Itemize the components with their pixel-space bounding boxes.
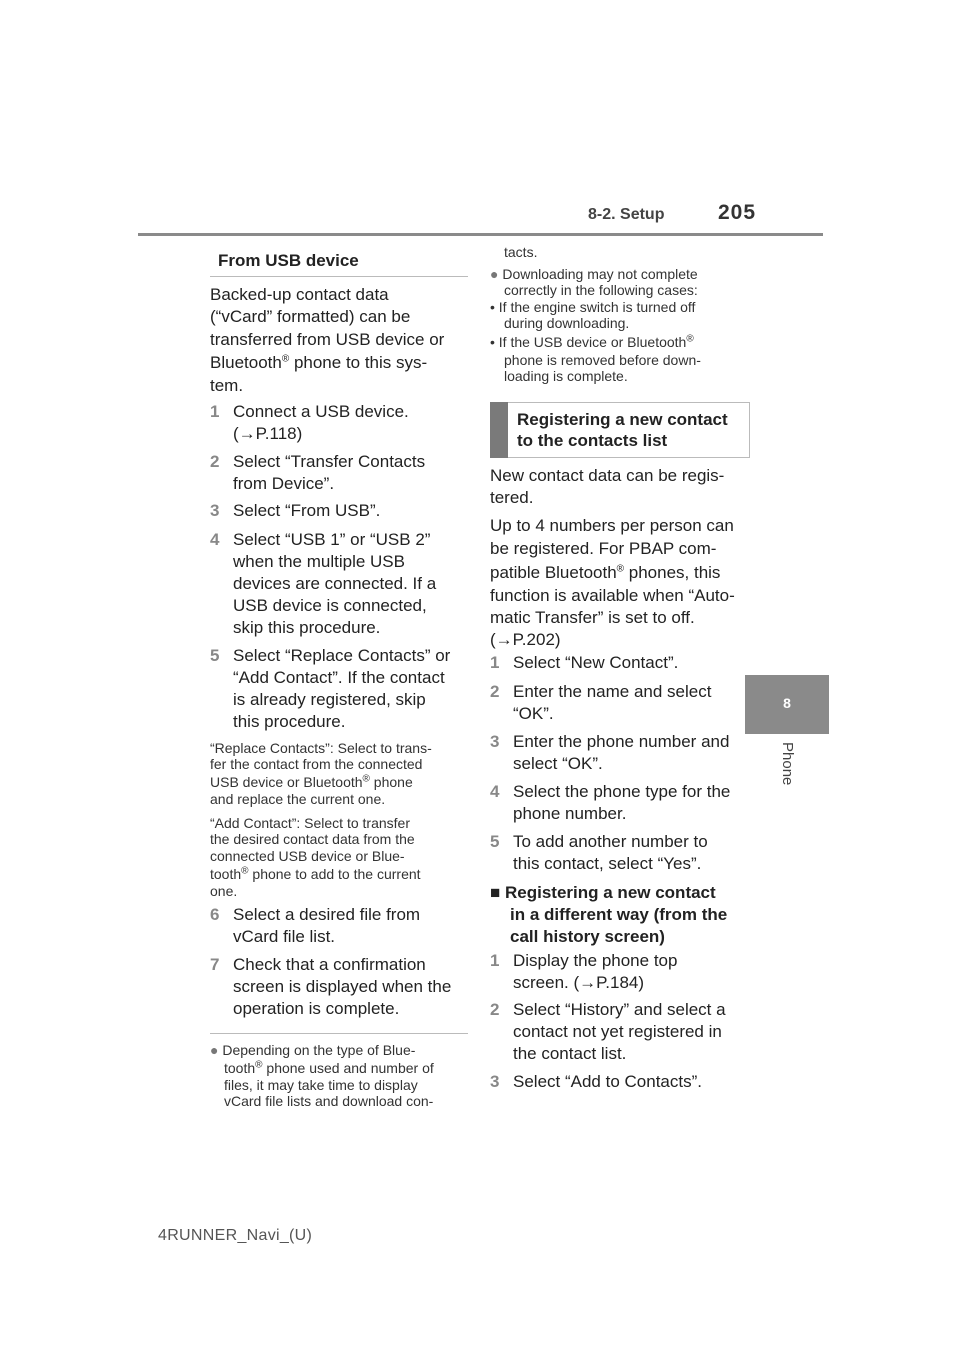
step-text-line: Connect a USB device.: [233, 402, 409, 421]
step-text-line: “Add Contact”. If the contact: [233, 668, 445, 687]
chapter-label: Phone: [779, 742, 796, 786]
footer-model: 4RUNNER_Navi_(U): [158, 1227, 313, 1244]
page-number: 205: [718, 201, 757, 224]
p2-line-6: (→P.202): [490, 630, 561, 649]
step-text-line: the contact list.: [513, 1044, 627, 1063]
step-text-line: Select a desired file from: [233, 905, 421, 924]
step-4: [210, 529, 472, 639]
note-sub-2c: loading is complete.: [504, 368, 628, 384]
note-replace-1: “Replace Contacts”: Select to trans-: [210, 740, 432, 756]
step-number: 3: [490, 732, 500, 751]
step-text-line: screen. (→P.184): [513, 973, 645, 992]
step-number: 4: [210, 530, 220, 549]
step-text-line: contact not yet registered in: [513, 1022, 722, 1041]
step-text-line: Select “USB 1” or “USB 2”: [233, 530, 431, 549]
step-text-line: Select “History” and select a: [513, 1000, 726, 1019]
sub-heading-3: call history screen): [510, 927, 665, 946]
step-number: 3: [490, 1072, 500, 1091]
intro-line-3: transferred from USB device or: [210, 330, 445, 349]
p2-line-2: be registered. For PBAP com-: [490, 539, 717, 558]
intro-line-2: (“vCard” formatted) can be: [210, 307, 411, 326]
step-number: 1: [490, 653, 500, 672]
step-text-line: Select “New Contact”.: [513, 653, 679, 672]
step-3: [210, 500, 472, 522]
step-6: [210, 904, 472, 948]
step-text-line: devices are connected. If a: [233, 574, 437, 593]
step-text-line: select “OK”.: [513, 754, 603, 773]
step-text-line: To add another number to: [513, 832, 708, 851]
step-4: [490, 781, 752, 825]
heading-from-usb: From USB device: [210, 242, 468, 277]
note-sub-2b: phone is removed before down-: [504, 352, 701, 368]
step-number: 1: [490, 951, 500, 970]
step-5: [210, 645, 472, 733]
intro-line-5: tem.: [210, 376, 244, 395]
step-1: [490, 652, 752, 674]
p2-line-5: matic Transfer” is set to off.: [490, 608, 695, 627]
intro-line-4: Bluetooth® phone to this sys-: [210, 353, 428, 372]
step-text-line: Select “From USB”.: [233, 501, 381, 520]
header-rule: [138, 233, 823, 236]
p1-line-1: New contact data can be regis-: [490, 466, 725, 485]
note-add-3: connected USB device or Blue-: [210, 848, 405, 864]
step-2: [490, 999, 752, 1065]
step-text-line: is already registered, skip: [233, 690, 426, 709]
step-text-line: Check that a confirmation: [233, 955, 426, 974]
note-download-2: correctly in the following cases:: [504, 282, 698, 298]
step-text-line: vCard file list.: [233, 927, 336, 946]
step-text-line: skip this procedure.: [233, 618, 381, 637]
step-text-line: Select “Add to Contacts”.: [513, 1072, 702, 1091]
note-bottom-2: tooth® phone used and number of: [224, 1059, 434, 1076]
step-text-line: when the multiple USB: [233, 552, 405, 571]
note-sub-1b: during downloading.: [504, 315, 630, 331]
step-2: [210, 451, 472, 495]
step-text-line: this procedure.: [233, 712, 346, 731]
note-bottom-3: files, it may take time to display: [224, 1077, 418, 1093]
note-sub-2a: • If the USB device or Bluetooth®: [490, 333, 694, 350]
note-replace-2: fer the contact from the connected: [210, 756, 423, 772]
step-text-line: screen is displayed when the: [233, 977, 452, 996]
step-number: 6: [210, 905, 220, 924]
step-number: 5: [210, 646, 220, 665]
note-add-5: one.: [210, 883, 238, 899]
note-continued: tacts.: [504, 244, 538, 260]
step-text-line: operation is complete.: [233, 999, 400, 1018]
note-add-1: “Add Contact”: Select to transfer: [210, 815, 410, 831]
step-text-line: “OK”.: [513, 704, 554, 723]
section-title: 8-2. Setup: [588, 206, 665, 223]
step-7: [210, 954, 472, 1020]
step-2: [490, 681, 752, 725]
step-number: 4: [490, 782, 500, 801]
intro-line-1: Backed-up contact data: [210, 285, 389, 304]
heading-register-contact: Registering a new contact to the contacts list: [490, 402, 750, 458]
step-text-line: Select the phone type for the: [513, 782, 731, 801]
step-number: 2: [490, 682, 500, 701]
note-bottom-4: vCard file lists and download con-: [224, 1093, 434, 1109]
chapter-number: 8: [783, 695, 791, 711]
step-number: 3: [210, 501, 220, 520]
step-number: 7: [210, 955, 220, 974]
note-replace-3: USB device or Bluetooth® phone: [210, 773, 413, 790]
note-sub-1a: • If the engine switch is turned off: [490, 299, 696, 315]
step-3: [490, 1071, 752, 1093]
step-text-line: Enter the name and select: [513, 682, 712, 701]
note-replace-4: and replace the current one.: [210, 791, 386, 807]
p1-line-2: tered.: [490, 488, 534, 507]
step-1: [210, 401, 472, 445]
step-text-line: Enter the phone number and: [513, 732, 730, 751]
step-text-line: from Device”.: [233, 474, 335, 493]
p2-line-3: patible Bluetooth® phones, this: [490, 563, 721, 582]
sub-heading-2: in a different way (from the: [510, 905, 728, 924]
note-download-1: ● Downloading may not complete: [490, 266, 698, 282]
step-number: 5: [490, 832, 500, 851]
step-number: 2: [210, 452, 220, 471]
step-text-line: phone number.: [513, 804, 627, 823]
step-3: [490, 731, 752, 775]
p2-line-4: function is available when “Auto-: [490, 586, 735, 605]
step-number: 1: [210, 402, 220, 421]
note-add-4: tooth® phone to add to the current: [210, 865, 421, 882]
step-number: 2: [490, 1000, 500, 1019]
note-add-2: the desired contact data from the: [210, 831, 415, 847]
step-1: [490, 950, 752, 994]
step-text-line: this contact, select “Yes”.: [513, 854, 702, 873]
step-text-line: USB device is connected,: [233, 596, 427, 615]
step-5: [490, 831, 752, 875]
step-text-line: Display the phone top: [513, 951, 678, 970]
sub-heading-1: ■ Registering a new contact: [490, 883, 716, 902]
note-rule: [210, 1033, 468, 1034]
step-text-line: Select “Transfer Contacts: [233, 452, 426, 471]
note-bottom-1: ● Depending on the type of Blue-: [210, 1042, 416, 1058]
p2-line-1: Up to 4 numbers per person can: [490, 516, 734, 535]
step-text-line: Select “Replace Contacts” or: [233, 646, 451, 665]
step-text-line: (→P.118): [233, 424, 303, 443]
